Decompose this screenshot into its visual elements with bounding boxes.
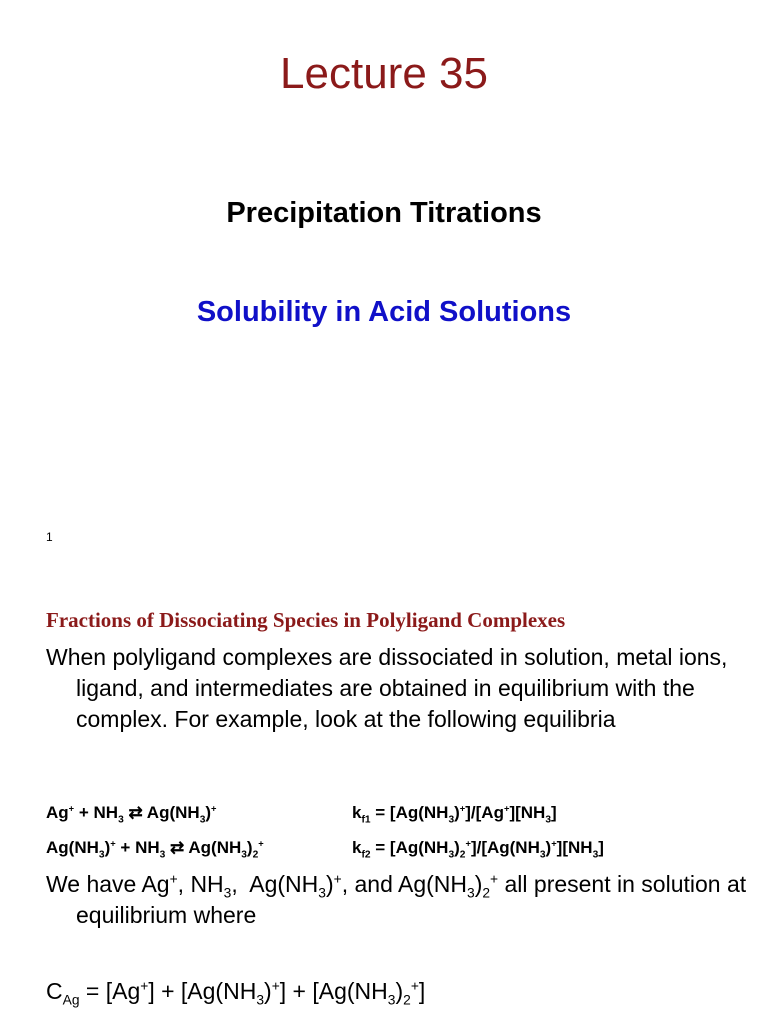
formation-constant-1: $k_{f1} = [Ag(NH_3)^+]/[Ag^+][NH_3]$ — [352, 803, 557, 826]
species-paragraph: We have Ag+, $NH_3$, $Ag(NH_3)^+$, and $Ag(NH_3)_2^+$ all present in solution at equilibrium where — [46, 871, 747, 928]
formation-constant-2: $k_{f2} = [Ag(NH_3)_2^+]/[Ag(NH_3)^+][NH_3]$ — [352, 838, 604, 861]
lecture-title: Lecture 35 — [280, 49, 488, 98]
intro-paragraph: When polyligand complexes are dissociated in solution, metal ions, ligand, and intermediates are obtained in equilibrium with the complex. For example, look at the following equilibria — [46, 644, 728, 732]
equilibrium-equation-2: $Ag(NH_3)^+ + NH_3$ ⇄ $Ag(NH_3)_2^+$ — [46, 838, 264, 861]
section-heading: Fractions of Dissociating Species in Polyligand Complexes — [46, 608, 566, 632]
page-number: 1 — [46, 530, 53, 544]
total-concentration-equation: $C_{Ag} = [Ag^+] + [Ag(NH_3)^+] + [Ag(NH_3)_2^+]$ — [46, 978, 426, 1008]
equilibrium-equation-1: $Ag^+ + NH_3$ ⇄ $Ag(NH_3)^+$ — [46, 803, 217, 826]
lecture-subtitle: Precipitation Titrations — [226, 197, 542, 229]
lecture-topic: Solubility in Acid Solutions — [196, 296, 572, 328]
